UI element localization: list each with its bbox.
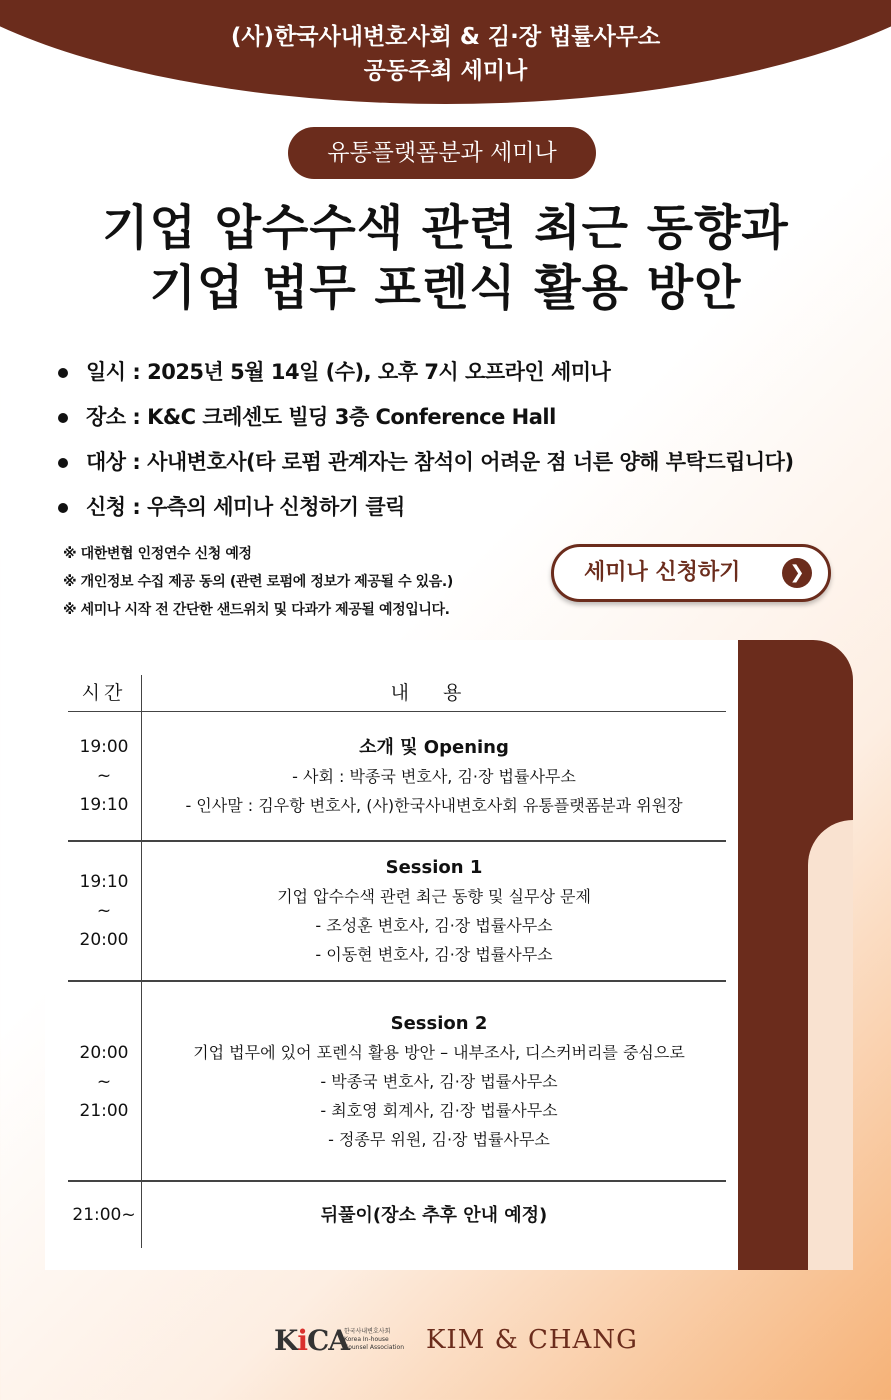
row-divider xyxy=(68,1180,726,1182)
row-line: - 사회 : 박종국 변호사, 김·장 법률사무소 xyxy=(292,767,576,786)
info-date: 일시 : 2025년 5월 14일 (수), 오후 7시 오프라인 세미나 xyxy=(58,350,858,395)
notes xyxy=(63,540,453,624)
time-sep: ~ xyxy=(96,766,112,786)
time-start: 19:10 xyxy=(79,872,129,892)
info-audience: 대상 : 사내변호사(타 로펌 관계자는 참석이 어려운 점 너른 양해 부탁드립니다) xyxy=(58,440,858,485)
row-line: 기업 법무에 있어 포렌식 활용 방안 – 내부조사, 디스커버리를 중심으로 xyxy=(193,1043,685,1062)
schedule-table xyxy=(68,675,726,712)
kica-logo: KiCA xyxy=(274,1324,349,1357)
row-content xyxy=(142,1201,726,1230)
row-line: - 박종국 변호사, 김·장 법률사무소 xyxy=(320,1072,558,1091)
time-end: 20:00 xyxy=(79,930,129,950)
row-line: - 조성훈 변호사, 김·장 법률사무소 xyxy=(315,916,553,935)
kica-sub-line: 한국사내변호사회 xyxy=(344,1328,391,1335)
title-line-1: 기업 압수수색 관련 최근 동향과 xyxy=(102,200,789,256)
time-sep: ~ xyxy=(96,901,112,921)
row-time xyxy=(68,1039,140,1126)
category-pill: 유통플랫폼분과 세미나 xyxy=(288,127,596,179)
header-line-2: 공동주최 세미나 xyxy=(363,58,528,84)
row-divider xyxy=(68,980,726,982)
row-time xyxy=(68,733,140,820)
row-heading: Session 1 xyxy=(385,857,483,878)
row-heading: Session 2 xyxy=(390,1013,488,1034)
note-item: ※ 세미나 시작 전 간단한 샌드위치 및 다과가 제공될 예정입니다. xyxy=(63,602,450,618)
header-content: 내 용 xyxy=(390,682,476,704)
row-heading: 뒤풀이(장소 추후 안내 예정) xyxy=(320,1205,548,1226)
row-time xyxy=(68,868,140,955)
chevron-right-circle-icon: ❯ xyxy=(782,558,812,588)
register-button-label: 세미나 신청하기 xyxy=(584,560,741,585)
time-sep: ~ xyxy=(96,1072,112,1092)
event-info-list xyxy=(58,350,858,530)
info-registration: 신청 : 우측의 세미나 신청하기 클릭 xyxy=(58,485,858,530)
row-line: - 최호영 회계사, 김·장 법률사무소 xyxy=(320,1101,558,1120)
time-start: 21:00~ xyxy=(72,1205,136,1225)
row-content xyxy=(142,853,726,969)
row-divider xyxy=(68,840,726,842)
info-venue: 장소 : K&C 크레센도 빌딩 3층 Conference Hall xyxy=(58,395,858,440)
kica-sub-line: Counsel Association xyxy=(344,1344,405,1351)
row-line: - 인사말 : 김우항 변호사, (사)한국사내변호사회 유통플랫폼분과 위원장 xyxy=(185,796,683,815)
row-content xyxy=(142,733,726,820)
kica-logo-subtitle xyxy=(344,1328,404,1352)
time-end: 21:00 xyxy=(79,1101,129,1121)
note-item: ※ 개인정보 수집 제공 동의 (관련 로펌에 정보가 제공될 수 있음.) xyxy=(63,574,453,590)
note-item: ※ 대한변협 인정연수 신청 예정 xyxy=(63,546,252,562)
time-end: 19:10 xyxy=(79,795,129,815)
title-line-2: 기업 법무 포렌식 활용 방안 xyxy=(149,260,742,316)
header-line-1: (사)한국사내변호사회 & 김·장 법률사무소 xyxy=(230,24,661,50)
table-header xyxy=(68,675,726,712)
header-time: 시간 xyxy=(81,682,127,704)
row-time xyxy=(68,1201,140,1230)
page-title xyxy=(0,198,891,318)
register-button[interactable] xyxy=(551,544,831,602)
time-start: 20:00 xyxy=(79,1043,129,1063)
header-text xyxy=(0,20,891,88)
kica-sub-line: Korea In-house xyxy=(344,1336,389,1343)
footer-logos xyxy=(0,1322,891,1362)
row-line: - 이동현 변호사, 김·장 법률사무소 xyxy=(315,945,553,964)
row-heading: 소개 및 Opening xyxy=(359,737,509,758)
decorative-bar xyxy=(738,640,853,1270)
time-start: 19:00 xyxy=(79,737,129,757)
kimchang-logo: KIM & CHANG xyxy=(426,1325,638,1355)
row-line: 기업 압수수색 관련 최근 동향 및 실무상 문제 xyxy=(277,887,591,906)
row-content xyxy=(138,1009,740,1154)
row-line: - 정종무 위원, 김·장 법률사무소 xyxy=(328,1130,550,1149)
